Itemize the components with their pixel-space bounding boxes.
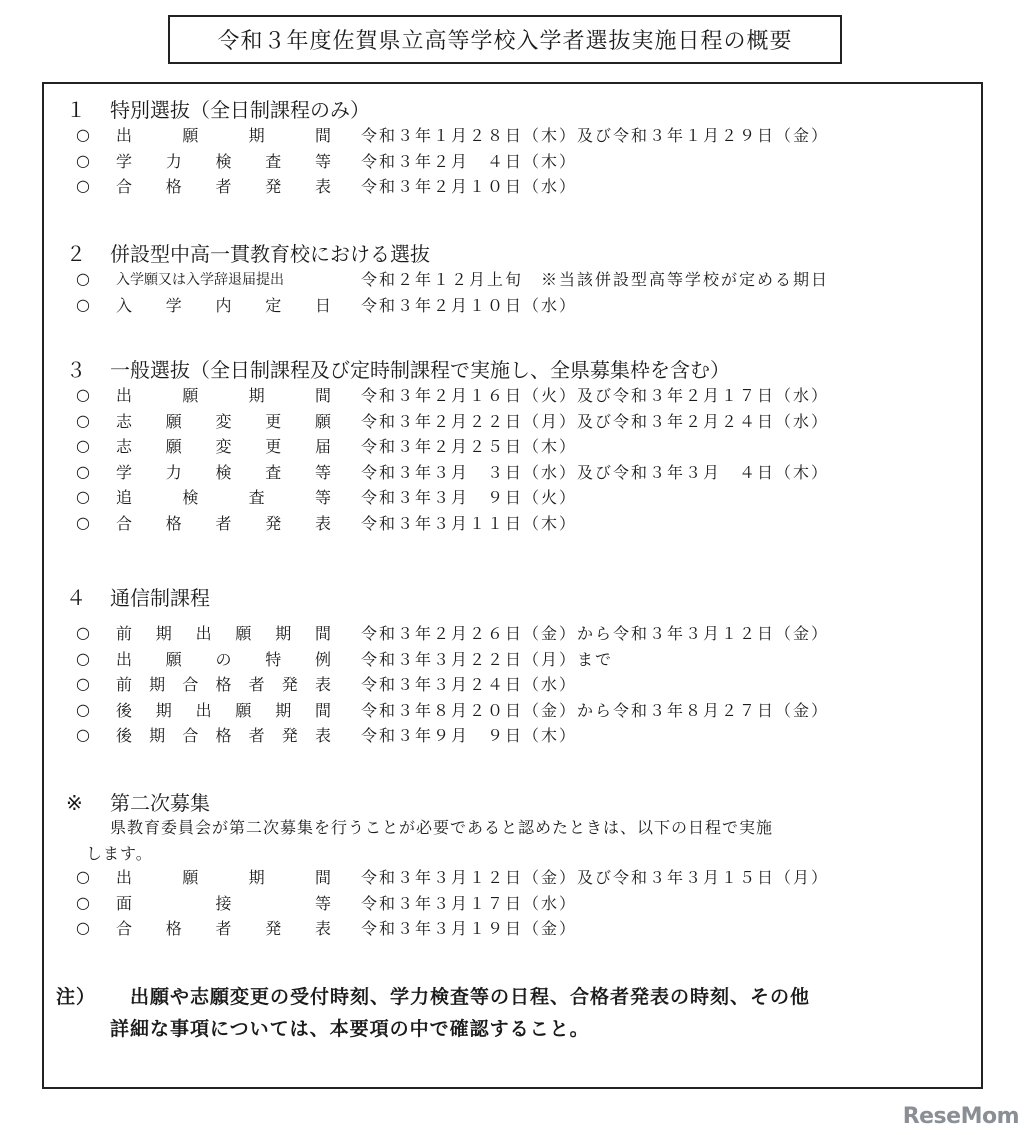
- section-number: １: [66, 98, 86, 122]
- schedule-item-date: 令和３年２月１０日（水）: [361, 177, 578, 196]
- label-char: 面: [116, 893, 133, 913]
- label-char: 期: [275, 700, 292, 720]
- schedule-item-label: [116, 485, 361, 508]
- schedule-item-label: [116, 269, 361, 289]
- schedule-row: [76, 510, 577, 535]
- label-char: 接: [215, 893, 232, 913]
- label-char: 格: [165, 177, 182, 196]
- label-char: 期: [275, 624, 292, 643]
- circle-bullet-icon: ○: [76, 150, 90, 170]
- note-text-1: 出願や志願変更の受付時刻、学力検査等の日程、合格者発表の時刻、その他: [130, 986, 811, 1008]
- label-char: 変: [215, 437, 232, 456]
- label-char: 志: [116, 411, 133, 431]
- label-char: 定: [265, 295, 282, 315]
- schedule-item-label: [116, 647, 361, 670]
- label-char: 格: [215, 675, 232, 694]
- schedule-row: [76, 484, 577, 509]
- schedule-item-label: [116, 293, 361, 316]
- circle-bullet-icon: ○: [76, 436, 90, 455]
- label-char: 出: [195, 700, 212, 720]
- schedule-item-date: 令和３年８月２０日（金）から令和３年８月２７日（金）: [361, 700, 830, 720]
- label-char: 期: [248, 386, 265, 405]
- label-char: 発: [265, 513, 282, 533]
- schedule-row: [76, 620, 829, 645]
- label-char: 学: [116, 462, 133, 482]
- label-char: 届: [314, 437, 331, 456]
- schedule-item-date: 令和３年９月 ９日（木）: [361, 726, 578, 745]
- schedule-row: [76, 173, 577, 198]
- schedule-row: [76, 408, 829, 433]
- section-title: 通信制課程: [110, 586, 210, 610]
- label-char: の: [215, 649, 232, 669]
- schedule-item-date: 令和３年３月２２日（月）まで: [361, 649, 614, 669]
- schedule-item-label: [116, 698, 361, 721]
- label-char: 間: [314, 126, 331, 145]
- document-title-text: 令和３年度佐賀県立高等学校入学者選抜実施日程の概要: [217, 29, 793, 54]
- label-char: 合: [116, 177, 133, 196]
- circle-bullet-icon: ○: [76, 410, 90, 430]
- circle-bullet-icon: ○: [76, 125, 90, 144]
- section-heading: [66, 94, 370, 123]
- label-char: 合: [116, 513, 133, 533]
- label-char: 表: [314, 726, 331, 745]
- label-char: 合: [182, 675, 199, 694]
- schedule-row: [76, 266, 829, 291]
- label-char: 前: [116, 624, 133, 643]
- section-number: ※: [66, 791, 83, 815]
- schedule-row: [76, 433, 577, 458]
- label-char: 等: [314, 488, 331, 507]
- label-char: 期: [149, 675, 166, 694]
- label-char: 表: [314, 675, 331, 694]
- label-char: 願: [314, 411, 331, 431]
- section-number: ２: [66, 242, 86, 266]
- schedule-row: [76, 697, 829, 722]
- circle-bullet-icon: ○: [76, 648, 90, 668]
- label-char: 検: [215, 151, 232, 171]
- circle-bullet-icon: ○: [76, 725, 90, 744]
- circle-bullet-icon: ○: [76, 918, 90, 937]
- label-char: 日: [314, 295, 331, 315]
- label-char: 等: [314, 151, 331, 171]
- circle-bullet-icon: ○: [76, 269, 90, 288]
- schedule-row: [76, 122, 829, 147]
- circle-bullet-icon: ○: [76, 294, 90, 314]
- label-char: 期: [155, 700, 172, 720]
- schedule-item-label: [116, 409, 361, 432]
- section-heading: [66, 238, 430, 267]
- schedule-item-label: [116, 123, 361, 146]
- label-char: 学: [116, 151, 133, 171]
- schedule-item-date: 令和３年３月２４日（水）: [361, 675, 578, 694]
- label-char: 例: [314, 649, 331, 669]
- label-char: 格: [215, 726, 232, 745]
- label-char: 学: [165, 295, 182, 315]
- label-char: 願: [182, 126, 199, 145]
- schedule-item-label: [116, 511, 361, 534]
- label-char: 出: [116, 868, 133, 887]
- section-title: 併設型中高一貫教育校における選抜: [110, 242, 430, 266]
- schedule-item-date: 令和３年２月 ４日（木）: [361, 151, 578, 171]
- label-char: 間: [314, 700, 331, 720]
- section-number: ３: [66, 358, 86, 382]
- section-intro-line-1: 県教育委員会が第二次募集を行うことが必要であると認めたときは、以下の日程で実施: [110, 818, 774, 837]
- label-char: 願: [235, 624, 252, 643]
- section-title: 特別選抜（全日制課程のみ）: [110, 98, 370, 122]
- label-char: 合: [116, 919, 133, 938]
- schedule-item-label: [116, 916, 361, 939]
- label-char: 追: [116, 488, 133, 507]
- label-char: 間: [314, 386, 331, 405]
- section-title: 一般選抜（全日制課程及び定時制課程で実施し、全県募集枠を含む）: [110, 358, 730, 382]
- label-char: 出: [116, 126, 133, 145]
- schedule-item-label: [116, 434, 361, 457]
- label-char: 表: [314, 919, 331, 938]
- label-char: 願: [165, 649, 182, 669]
- resemom-logo: [903, 1104, 1019, 1129]
- label-char: 発: [265, 177, 282, 196]
- label-char: 者: [215, 919, 232, 938]
- label-char: 願: [165, 411, 182, 431]
- schedule-row: [76, 722, 577, 747]
- schedule-row: [76, 148, 577, 173]
- circle-bullet-icon: ○: [76, 892, 90, 912]
- schedule-item-date: 令和３年２月１０日（水）: [361, 295, 578, 315]
- section-number: ４: [66, 586, 86, 610]
- schedule-item-label: [116, 460, 361, 483]
- label-char: 査: [248, 488, 265, 507]
- schedule-item-label: [116, 891, 361, 914]
- label-char: 願: [165, 437, 182, 456]
- schedule-item-date: 令和３年３月１９日（金）: [361, 919, 578, 938]
- schedule-item-date: 令和３年１月２８日（木）及び令和３年１月２９日（金）: [361, 126, 830, 145]
- label-char: 発: [281, 726, 298, 745]
- label-char: 検: [182, 488, 199, 507]
- circle-bullet-icon: ○: [76, 385, 90, 404]
- label-char: 等: [314, 462, 331, 482]
- schedule-item-date: 令和３年３月１２日（金）及び令和３年３月１５日（月）: [361, 868, 830, 887]
- label-char: 者: [248, 675, 265, 694]
- label-char: 特: [265, 649, 282, 669]
- label-char: 出: [195, 624, 212, 643]
- label-char: 発: [265, 919, 282, 938]
- section-title: 第二次募集: [110, 791, 210, 815]
- label-char: 表: [314, 177, 331, 196]
- circle-bullet-icon: ○: [76, 623, 90, 642]
- schedule-item-date: 令和３年２月２２日（月）及び令和３年２月２４日（水）: [361, 411, 830, 431]
- schedule-item-label: [116, 865, 361, 888]
- label-char: 発: [281, 675, 298, 694]
- note-prefix: 注）: [56, 986, 97, 1008]
- label-char: 願: [182, 868, 199, 887]
- section-heading: [66, 354, 730, 383]
- schedule-row: [76, 890, 577, 915]
- schedule-row: [76, 382, 829, 407]
- circle-bullet-icon: ○: [76, 487, 90, 506]
- label-char: 入: [116, 295, 133, 315]
- label-char: 間: [314, 868, 331, 887]
- schedule-item-label: [116, 723, 361, 746]
- label-char: 格: [165, 513, 182, 533]
- schedule-row: [76, 292, 577, 317]
- label-char: 合: [182, 726, 199, 745]
- schedule-item-label: [116, 383, 361, 406]
- schedule-row: [76, 646, 613, 671]
- label-char: 前: [116, 675, 133, 694]
- label-char: 期: [155, 624, 172, 643]
- circle-bullet-icon: ○: [76, 867, 90, 886]
- schedule-box: [42, 82, 983, 1089]
- note-line-1: [56, 982, 810, 1009]
- schedule-item-date: 令和３年２月２５日（木）: [361, 437, 578, 456]
- section-heading: [66, 787, 210, 816]
- section-heading: [66, 582, 210, 611]
- label-char: 出: [116, 649, 133, 669]
- resemom-logo-text: ReseMom: [902, 1104, 1019, 1129]
- section-intro-line-2: します。: [86, 844, 153, 863]
- label-char: 者: [215, 177, 232, 196]
- schedule-item-date: 令和２年１２月上旬 ※当該併設型高等学校が定める期日: [361, 270, 830, 289]
- label-char: 検: [215, 462, 232, 482]
- label-char: 変: [215, 411, 232, 431]
- circle-bullet-icon: ○: [76, 461, 90, 481]
- note-line-2: 詳細な事項については、本要項の中で確認すること。: [110, 1018, 590, 1040]
- label-char: 者: [248, 726, 265, 745]
- label-char: 出: [116, 386, 133, 405]
- schedule-item-date: 令和３年３月 ３日（水）及び令和３年３月 ４日（木）: [361, 462, 830, 482]
- label-char: 力: [165, 462, 182, 482]
- label-char: 間: [314, 624, 331, 643]
- schedule-row: [76, 459, 829, 484]
- circle-bullet-icon: ○: [76, 512, 90, 532]
- label-char: 査: [265, 151, 282, 171]
- label-char: 表: [314, 513, 331, 533]
- schedule-item-date: 令和３年３月 ９日（火）: [361, 488, 578, 507]
- schedule-row: [76, 671, 577, 696]
- schedule-item-date: 令和３年３月１７日（水）: [361, 893, 578, 913]
- label-char: 力: [165, 151, 182, 171]
- schedule-item-label: [116, 621, 361, 644]
- schedule-row: [76, 915, 577, 940]
- schedule-item-date: 令和３年３月１１日（木）: [361, 513, 578, 533]
- label-char: 内: [215, 295, 232, 315]
- label-char: 格: [165, 919, 182, 938]
- schedule-item-date: 令和３年２月２６日（金）から令和３年３月１２日（金）: [361, 624, 830, 643]
- label-char: 後: [116, 726, 133, 745]
- label-char: 者: [215, 513, 232, 533]
- circle-bullet-icon: ○: [76, 699, 90, 719]
- schedule-row: [76, 864, 829, 889]
- circle-bullet-icon: ○: [76, 176, 90, 195]
- schedule-item-label: [116, 149, 361, 172]
- label-char: 志: [116, 437, 133, 456]
- circle-bullet-icon: ○: [76, 674, 90, 693]
- label-char: 願: [182, 386, 199, 405]
- label-char: 願: [235, 700, 252, 720]
- label-char: 等: [314, 893, 331, 913]
- label-char: 更: [265, 411, 282, 431]
- label-char: 期: [248, 126, 265, 145]
- label-char: 期: [248, 868, 265, 887]
- schedule-item-label: [116, 672, 361, 695]
- schedule-item-label: [116, 174, 361, 197]
- label-char: 後: [116, 700, 133, 720]
- label-char: 更: [265, 437, 282, 456]
- document-title: [168, 15, 842, 64]
- label-char: 査: [265, 462, 282, 482]
- label-char: 入学願又は入学辞退届提出: [116, 271, 284, 288]
- label-char: 期: [149, 726, 166, 745]
- schedule-item-date: 令和３年２月１６日（火）及び令和３年２月１７日（水）: [361, 386, 830, 405]
